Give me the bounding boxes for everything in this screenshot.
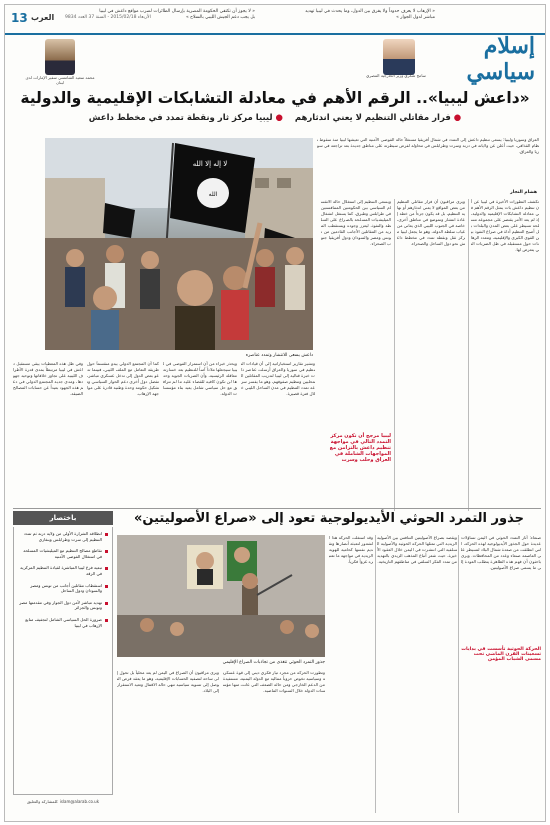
main-photo-caption: داعش يسعى للانتشار وتمدد عناصره <box>245 353 313 358</box>
article-column: ويرى مراقبون أن الصراع في اليمن لم يعد محلياً بل تحول إلى ساحة لتصفية الحسابات الإقليمية، وهو ما يعقد فرص التوصل إلى تسوية سياسية تنهي حالة الاقتتال وتعيد الاستقرار إلى البلاد. <box>117 670 219 693</box>
page-header <box>5 5 545 35</box>
header-quote-right: « الإرهاب لا يعرف حدوداً ولا يفرق بين الدول، وما يحدث في ليبيا تهديد مباشر لدول الجوار » <box>305 9 435 20</box>
lead-paragraph: العراق وسوريا وليبيا: يسعى تنظيم داعش إلى التمدد في شمال أفريقيا مستغلاً حالة الفوضى الأمنية التي تعيشها ليبيا منذ سقوط نظام القذافي، حيث أعلن عن ولاياته في درنة وسرت وطرابلس في محاولة لفرض سيطرته على مناطق جديدة بعد تراجعه في سوريا والعراق. <box>317 137 539 154</box>
section-title: إسلام سياسي <box>466 33 535 85</box>
sidebar-header: باختصار <box>13 511 113 525</box>
sidebar-footer: للمشاركة والتعليق: islam@alarab.co.uk <box>26 799 100 804</box>
bullet-icon: ● <box>450 113 462 123</box>
article-column: وفي ظل هذه المعطيات يبقى مستقبل داعش في ليبيا مرتبطاً بمدى قدرة الأطراف الليبية على تجاوز خلافاتها وتوحيد جهودها، ومدى جدية المجتمع الدولي في دعم هذه الجهود بعيداً عن حسابات المصالح الضيقة. <box>13 361 83 396</box>
column-divider <box>375 535 376 813</box>
subheadline <box>13 113 537 127</box>
header-quote-left: « لا يجوز أن تكتفي الحكومة المصرية بإرسال الطائرات لضرب مواقع داعش في ليبيا بل يجب دعم الجيش الليبي بالسلاح » <box>99 9 255 20</box>
article-column: وقد استغلت الحركة هذا الشعور لتعبئة أنصارها وتقديم نفسها كحامية للهوية الزيدية في مواجهة ما تعتبره غزواً فكرياً. <box>329 535 373 564</box>
article-column: تكشف التطورات الأخيرة في ليبيا عن أن تنظيم داعش بات يمثل الرقم الأهم في معادلة التشابكات الإقليمية والدولية، إذ لم يعد الأمر يقتصر على مجموعة مسلحة تسيطر على بعض المدن والبلدات بل أصبح التنظيم أداة في صراع النفوذ بين القوى الكبرى والإقليمية، وتتعدد الرهانات حول مستقبله في ظل الضربات التي يتعرض لها. <box>471 199 539 252</box>
sidebar-item: انطلاقة الشرارة الأولى من ولاية درنة ثم تمدد التنظيم إلى سرت وطرابلس وبنغازي <box>18 531 108 542</box>
sidebar-box <box>13 527 113 795</box>
article-column: ويسعى التنظيم إلى استغلال حالة الانقسام السياسي بين الحكومتين المتنافستين في طرابلس وطبرق، كما يستغل انشغال الميليشيات المسلحة بالصراع على السلطة والنفوذ، ليعزز وجوده ويستقطب المزيد من المقاتلين الأجانب القادمين من تونس ومصر والسودان ودول أفريقيا جنوب الصحراء. <box>321 199 391 246</box>
paper-name: العرب <box>31 13 55 22</box>
subhead-left: ليبيا مركز ثار ونقطة تمدد في مخطط داعش <box>88 113 273 123</box>
article-column: ويحذر خبراء من أن استمرار الفوضى في ليبيا سيجعلها ملاذاً آمناً للتنظيم بعد خسارته معاقله الرئيسية، وأن الضربات الجوية وحدها لن تكون كافية للقضاء عليه ما لم تترافق مع حل سياسي شامل يعيد بناء مؤسسات الدولة. <box>163 361 237 396</box>
article-column: ويقصد بصراع الأصوليتين التنافس بين الأصولية الزيدية التي تمثلها الحركة الحوثية والأصولية السلفية التي انتشرت في اليمن خلال العقود الأخيرة، حيث شعر أتباع المذهب الزيدي بالتهديد من تمدد الفكر السلفي في مناطقهم التاريخية. <box>377 535 457 564</box>
sidebar-item: تهديد مباشر لأمن دول الجوار وفي مقدمتها مصر وتونس والجزائر <box>18 600 108 611</box>
person-caption-left: محمد سعيد الشامسي سفير الإمارات لدى لبنان <box>25 75 95 85</box>
svg-text:الله: الله <box>208 191 218 198</box>
second-headline: جذور التمرد الحوثي الأيديولوجية تعود إلى «صراع الأصوليتين» <box>134 511 524 526</box>
protest-scene-image <box>45 138 313 350</box>
column-divider <box>458 535 459 813</box>
second-photo <box>117 535 325 657</box>
main-headline: «داعش ليبيا».. الرقم الأهم في معادلة التشابكات الإقليمية والدولية <box>20 89 530 107</box>
person-photo-right <box>383 39 415 75</box>
bullet-icon: ● <box>272 113 283 123</box>
svg-text:لا إله إلا الله: لا إله إلا الله <box>192 160 228 168</box>
newspaper-page <box>4 4 546 822</box>
sidebar-list <box>18 531 108 634</box>
page-number: 13 <box>11 11 28 25</box>
column-divider <box>468 199 469 511</box>
article-column: وتطورت الحركة من مجرد تيار فكري ديني إلى قوة عسكرية وسياسية تخوض حروباً متتالية مع الدولة اليمنية، مستفيدة من الدعم الخارجي ومن حالة الضعف التي عانت منها مؤسسات الدولة خلال السنوات الماضية. <box>223 670 325 693</box>
section-divider <box>13 508 541 509</box>
main-photo <box>45 138 313 350</box>
article-column: وتشير تقارير استخباراتية إلى أن قيادات التنظيم في سوريا والعراق أرسلت عناصر ذات خبرة قتالية إلى ليبيا لتدريب المقاتلين المحليين وتنظيم صفوفهم، وهو ما يفسر سرعة تمدد التنظيم في مدن الساحل الليبي خلال فترة قصيرة. <box>241 361 315 396</box>
article-column: ويرى مراقبون أن فرار مقاتلي التنظيم من بعض المواقع لا يعني اندثارهم أو نهاية التنظيم، بل قد يكون جزءاً من خطة إعادة انتشار وتموضع في مناطق أخرى، خاصة في الجنوب الليبي الذي يعاني من غياب سلطة الدولة، وهو ما يجعل ليبيا مركز ثقل ونقطة تمدد في مخطط داعش نحو دول الساحل والصحراء. <box>397 199 465 246</box>
article-column: كما أن المجتمع الدولي يبدو منقسماً حول طريقة التعامل مع الملف الليبي، فبينما تدعو بعض الدول إلى تدخل عسكري مباشر، تفضل دول أخرى دعم الحوار السياسي وتشكيل حكومة وحدة وطنية قادرة على مواجهة الإرهاب. <box>87 361 159 396</box>
article-column: صنعاء: أثار التمدد الحوثي في اليمن تساؤلات عديدة حول الجذور الأيديولوجية لهذه الحركة، التي انطلقت من صعدة شمال البلاد لتسيطر على العاصمة صنعاء وعدد من المحافظات. ويرى باحثون أن فهم هذه الظاهرة يتطلب العودة إلى ما يسمى صراع الأصوليتين. <box>461 535 541 570</box>
sidebar-item: تقاطع مصالح التنظيم مع الميليشيات المسلحة في استغلال الفوضى الأمنية <box>18 548 108 559</box>
column-divider <box>394 199 395 511</box>
subheading: ليبيا مرجح أن تكون مركز التمدد التالي في مواجهة تنظيم داعش بالتزامن مع المواجهات الشاملة في العراق وحلب وسرت <box>329 433 391 463</box>
person-photo-left <box>45 39 75 75</box>
subhead-right: فرار مقاتلي التنظيم لا يعني اندثارهم <box>294 113 451 123</box>
sidebar-item: استقطاب مقاتلين أجانب من تونس ومصر والسودان ودول الساحل <box>18 583 108 594</box>
rally-scene-image <box>117 535 325 657</box>
person-caption-right: سامح شكري وزير الخارجية المصري <box>366 73 426 78</box>
sidebar-item: تبعية فرع ليبيا المباشرة لقيادة التنظيم المركزية في الرقة <box>18 565 108 576</box>
byline: هشام النجار <box>510 190 537 195</box>
second-photo-caption: جذور التمرد الحوثي تتغذى من تجاذبات الصراع الإقليمي <box>222 660 325 665</box>
subheading: الحركة الحوثية تأسست في بدايات تسعينات القرن الماضي تحت مسمى الشباب المؤمن <box>461 647 541 662</box>
sidebar-item: ضرورة الحل السياسي الشامل لتجفيف منابع الإرهاب في ليبيا <box>18 617 108 628</box>
issue-info: الأربعاء 2015/02/18 - السنة 37 العدد 9834 <box>65 15 151 20</box>
